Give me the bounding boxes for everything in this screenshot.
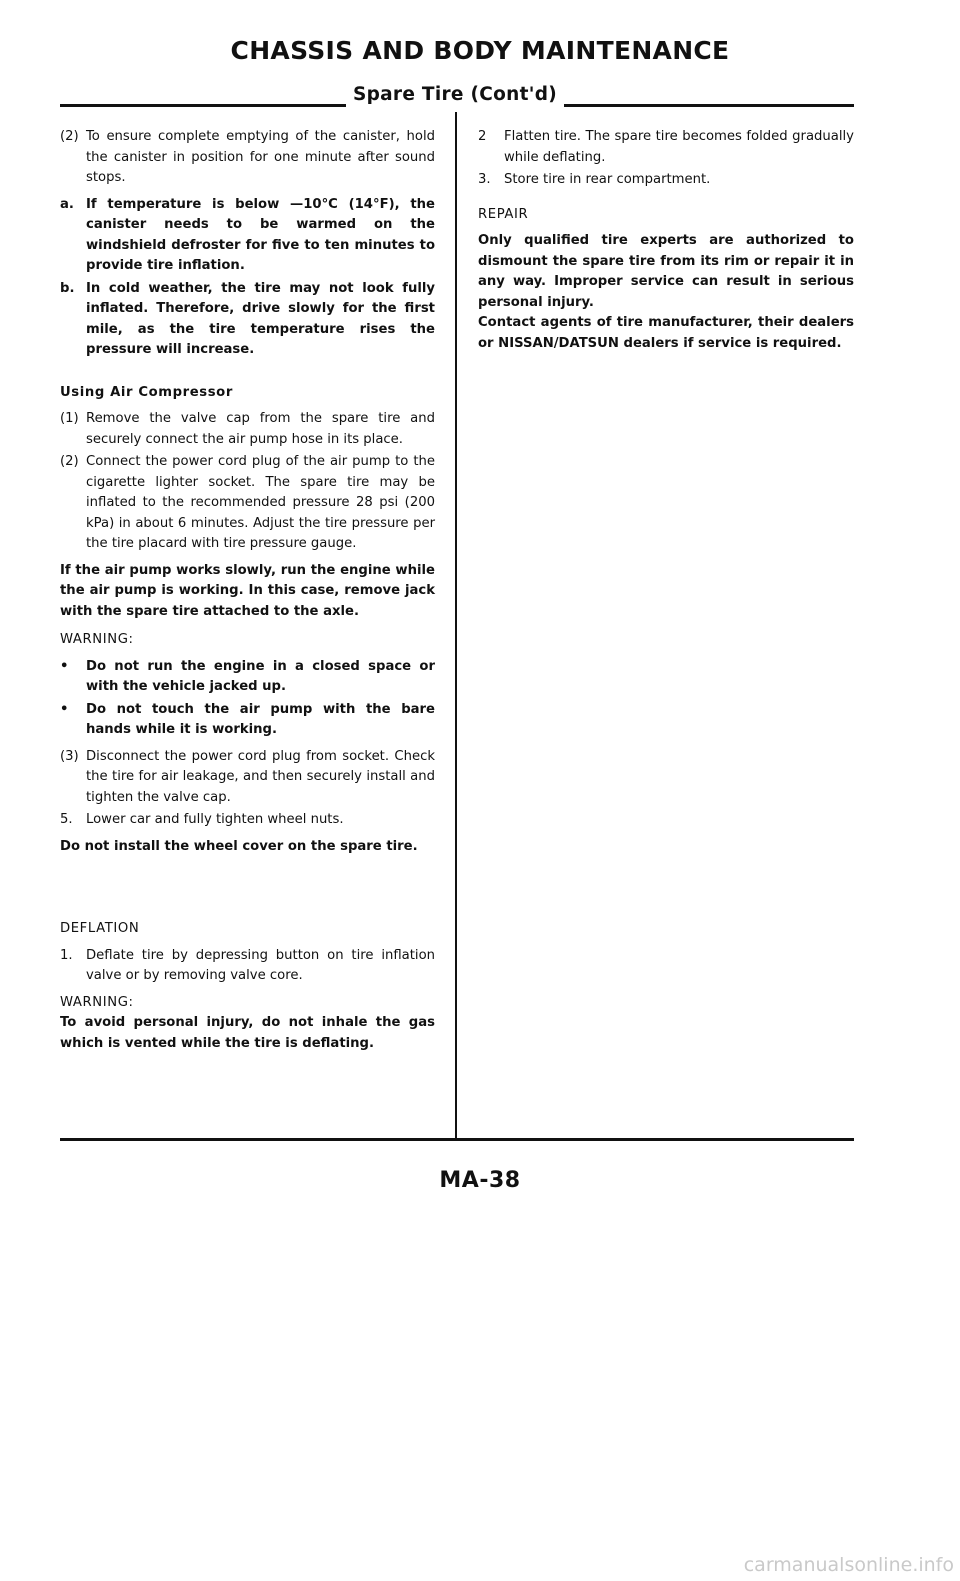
step-number: (2) [60, 129, 79, 144]
deflation-step-1 [60, 946, 435, 987]
watermark: carmanualsonline.info [743, 1554, 954, 1576]
section-title: Spare Tire (Cont'd) [352, 84, 558, 105]
step-number: (3) [60, 748, 79, 764]
note-label: b. [60, 280, 75, 296]
repair-contact-note: Contact agents of tire manufacturer, their dealers or NISSAN/DATSUN dealers if service is required. [478, 315, 854, 351]
compressor-step-3 [60, 747, 435, 809]
step-5 [60, 810, 435, 831]
step-number: 2 [478, 129, 487, 144]
step-text: Remove the valve cap from the spare tire and securely connect the air pump hose in its place. [86, 411, 435, 447]
compressor-heading: Using Air Compressor [60, 384, 233, 400]
step-text: Deflate tire by depressing button on tire inflation valve or by removing valve core. [86, 947, 435, 983]
note-b [60, 279, 435, 361]
note-text: In cold weather, the tire may not look fully inflated. Therefore, drive slowly for the first mile, as the tire temperature rises the pressure will increase. [86, 280, 435, 357]
note-label: a. [60, 196, 74, 212]
section-rule-right [564, 104, 854, 107]
section-header [60, 84, 854, 110]
step-2 [60, 127, 435, 189]
warning-label: WARNING: [60, 994, 134, 1010]
bottom-rule [60, 1138, 854, 1141]
compressor-step-2 [60, 452, 435, 555]
step-text: Store tire in rear compartment. [504, 172, 711, 187]
warning-bullet [60, 657, 435, 698]
compressor-step-1 [60, 409, 435, 450]
step-number: 3. [478, 172, 491, 187]
step-text: Lower car and fully tighten wheel nuts. [86, 812, 344, 827]
step-number: 5. [60, 812, 73, 827]
deflation-heading: DEFLATION [60, 921, 140, 936]
bullet-dot: • [60, 658, 69, 674]
step-text: To ensure complete emptying of the canister, hold the canister in position for one minute after sound stops. [86, 129, 435, 185]
page-title: CHASSIS AND BODY MAINTENANCE [230, 36, 730, 65]
bullet-text: Do not touch the air pump with the bare hands while it is working. [86, 701, 435, 737]
slow-pump-note: If the air pump works slowly, run the engine while the air pump is working. In this case, remove jack with the spare tire attached to the axle. [60, 562, 435, 619]
left-column [60, 127, 435, 1062]
warning-bullet [60, 700, 435, 741]
repair-heading: REPAIR [478, 206, 529, 222]
step-2-flatten [478, 127, 854, 168]
step-number: (1) [60, 411, 79, 426]
bullet-dot: • [60, 701, 69, 717]
repair-note: Only qualified tire experts are authorized to dismount the spare tire from its rim or repair it in any way. Improper service can result in serious personal injury. [478, 233, 854, 310]
deflation-warning: To avoid personal injury, do not inhale the gas which is vented while the tire is deflating. [60, 1015, 435, 1051]
wheel-cover-note: Do not install the wheel cover on the spare tire. [60, 838, 418, 854]
warning-label: WARNING: [60, 632, 134, 647]
section-rule-left [60, 104, 346, 107]
step-text: Connect the power cord plug of the air pump to the cigarette lighter socket. The spare tire may be inflated to the recommended pressure 28 psi (200 kPa) in about 6 minutes. Adjust the tire pressure per the tire placard with tire pressure gauge. [86, 454, 435, 551]
page-number: MA-38 [439, 1168, 521, 1193]
step-number: (2) [60, 454, 79, 469]
step-3-store [478, 170, 854, 191]
note-text: If temperature is below —10°C (14°F), the canister needs to be warmed on the windshield defroster for five to ten minutes to provide tire inflation. [86, 196, 435, 273]
step-number: 1. [60, 947, 73, 963]
bullet-text: Do not run the engine in a closed space or with the vehicle jacked up. [86, 658, 435, 694]
note-a [60, 195, 435, 277]
column-divider [455, 112, 457, 1138]
step-text: Disconnect the power cord plug from socket. Check the tire for air leakage, and then securely install and tighten the valve cap. [86, 748, 435, 805]
step-text: Flatten tire. The spare tire becomes folded gradually while deflating. [504, 129, 854, 165]
right-column [478, 127, 854, 362]
